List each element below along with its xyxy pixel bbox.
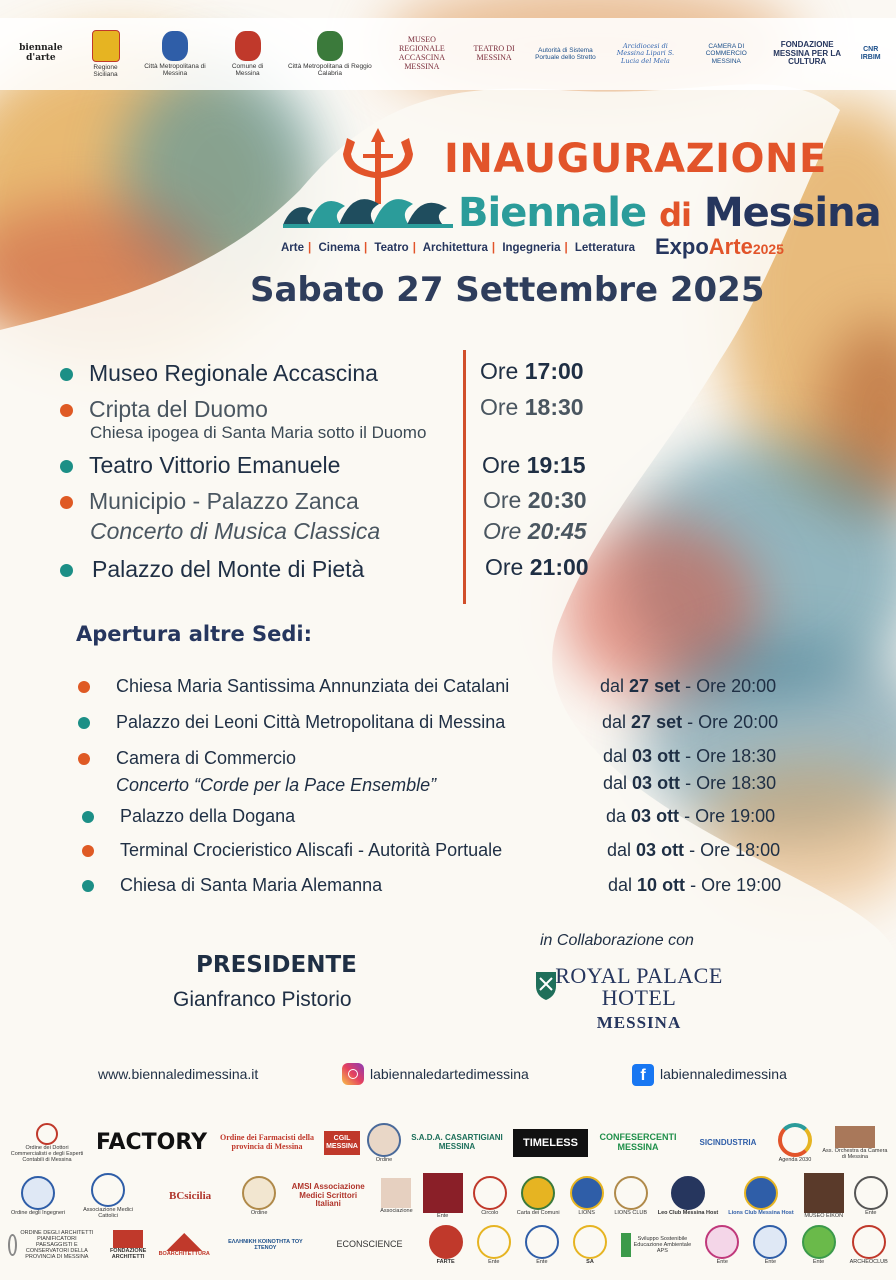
expo-arte-logo: ExpoArte2025 — [655, 234, 784, 259]
sponsor-logo: S.A.D.A. CASARTIGIANI MESSINA — [411, 1133, 503, 1152]
logo-citta-metropolitana: Città Metropolitana di Messina — [137, 31, 213, 77]
president-label: PRESIDENTE — [196, 952, 357, 978]
sponsor-logo: Sviluppo Sostenibile Educazione Ambientale APS — [621, 1233, 691, 1257]
president-name: Gianfranco Pistorio — [173, 988, 352, 1011]
sponsors-row-2 — [8, 1173, 888, 1219]
sede-item: Chiesa Maria Santissima Annunziata dei Catalani — [78, 676, 509, 697]
sede-item: Chiesa di Santa Maria Alemanna — [82, 875, 382, 896]
teal-dot-icon — [60, 460, 73, 473]
logo-camera-commercio: CAMERA DI COMMERCIO MESSINA — [705, 43, 747, 65]
sponsor-logo: Ente — [423, 1173, 463, 1219]
sede-item: Concerto “Corde per la Pace Ensemble” — [116, 775, 437, 795]
sponsor-logo: Ente — [753, 1225, 787, 1265]
sponsor-logo: SA — [573, 1225, 607, 1265]
sponsor-logo: ECONSCIENCE — [336, 1239, 403, 1250]
schedule-item: Concerto di Musica Classica — [90, 518, 381, 544]
sede-date: dal 03 ott - Ore 18:30 — [603, 773, 777, 793]
sponsors-row-1 — [8, 1123, 888, 1163]
sede-date: dal 27 set - Ore 20:00 — [600, 676, 777, 696]
sponsor-logo: Ordine dei Farmacisti della provincia di Messina — [220, 1133, 315, 1152]
title-biennale: Biennale — [458, 190, 647, 236]
sede-item: Palazzo della Dogana — [82, 806, 295, 827]
partner-logo-bar — [0, 18, 896, 90]
sponsor-logo: Ente — [854, 1176, 888, 1216]
schedule-item: Municipio - Palazzo Zanca — [60, 488, 359, 515]
sede-item: Palazzo dei Leoni Città Metropolitana di Messina — [78, 712, 505, 733]
schedule-item: Teatro Vittorio Emanuele — [60, 452, 340, 479]
orange-dot-icon — [60, 496, 73, 509]
sponsor-logo: TIMELESS — [513, 1129, 588, 1157]
logo-text: biennale d'arte — [19, 43, 63, 63]
collaboration-label: in Collaborazione con — [540, 932, 694, 949]
teal-dot-icon — [60, 368, 73, 381]
arts-list: Arte | Cinema | Teatro | Architettura | Ingegneria | Letteratura — [281, 242, 635, 254]
logo-regione-siciliana: Regione Siciliana — [84, 30, 127, 78]
sponsor-logo: BCsicilia — [169, 1190, 212, 1202]
schedule-time: Ore 18:30 — [480, 394, 584, 420]
sponsor-logo: Associazione — [380, 1178, 412, 1214]
sponsor-logo: BOARCHITETTURA — [162, 1233, 206, 1257]
sponsor-logo: ARCHEOCLUB — [850, 1225, 888, 1265]
teal-dot-icon — [82, 880, 94, 892]
sponsor-logo: Ente — [477, 1225, 511, 1265]
title-inaugurazione: INAUGURAZIONE — [444, 136, 827, 182]
sede-date: dal 10 ott - Ore 19:00 — [608, 875, 782, 895]
sponsor-logo: MUSEO EIKON — [804, 1173, 844, 1219]
instagram-icon — [342, 1063, 364, 1085]
sponsors-row-3 — [8, 1225, 888, 1265]
sponsor-logo: Ordine — [367, 1123, 401, 1163]
logo-arcidiocesi: Arcidiocesi di Messina Lipari S. Lucia del Mela — [616, 42, 675, 65]
schedule-time: Ore 17:00 — [480, 358, 584, 384]
title-messina: Messina — [703, 190, 881, 236]
schedule-item: Cripta del Duomo Chiesa ipogea di Santa Maria sotto il Duomo — [60, 396, 426, 443]
facebook-link[interactable]: labiennaledimessina — [660, 1066, 787, 1082]
sponsor-logo: Ordine degli Ingegneri — [8, 1176, 68, 1216]
sponsor-logo: Agenda 2030 — [778, 1123, 812, 1163]
sponsor-logo: FACTORY — [95, 1129, 208, 1155]
schedule-time: Ore 20:30 — [483, 487, 587, 513]
sede-item: Terminal Crocieristico Aliscafi - Autorità Portuale — [82, 840, 502, 861]
sponsor-logo: Circolo — [473, 1176, 507, 1216]
sponsor-logo: ΕΛΛΗΝΙΚΗ ΚΟΙΝΟΤΗΤΑ ΤΟΥ ΣΤΕΝΟΥ — [228, 1238, 303, 1252]
orange-dot-icon — [60, 404, 73, 417]
sponsor-logo: Ente — [705, 1225, 739, 1265]
sponsor-logo: CGIL MESSINA — [327, 1131, 357, 1154]
teal-dot-icon — [78, 717, 90, 729]
title-biennale-di-messina — [458, 190, 881, 236]
sponsor-logo: FARTE — [429, 1225, 463, 1265]
schedule-item: Museo Regionale Accascina — [60, 360, 378, 387]
sponsor-logo: FONDAZIONE ARCHITETTI — [108, 1230, 148, 1260]
sponsor-logo: Associazione Medici Cattolici — [78, 1173, 138, 1219]
logo-biennale-darte — [8, 44, 74, 64]
teal-dot-icon — [60, 564, 73, 577]
royal-palace-hotel-logo: ROYAL PALACE HOTEL MESSINA — [555, 963, 723, 1032]
sponsor-logo: ORDINE DEGLI ARCHITETTI PIANIFICATORI PAESAGGISTI E CONSERVATORI DELLA PROVINCIA DI MESSINA — [8, 1230, 94, 1260]
schedule-time: Ore 19:15 — [482, 452, 586, 478]
sponsor-logo: Carta dei Comuni — [517, 1176, 560, 1216]
orange-dot-icon — [78, 681, 90, 693]
sede-date: dal 03 ott - Ore 18:00 — [607, 840, 781, 860]
logo-teatro-messina: TEATRO DI MESSINA — [473, 44, 515, 62]
sponsor-logo: Ordine dei Dottori Commercialisti e degli Esperti Contabili di Messina — [8, 1123, 86, 1163]
logo-reggio-calabria: Città Metropolitana di Reggio Calabria — [282, 31, 377, 77]
instagram-link[interactable]: labiennaledartedimessina — [370, 1066, 529, 1082]
sponsor-logo: LIONS — [570, 1176, 604, 1216]
sponsor-logo: Leo Club Messina Host — [658, 1176, 719, 1216]
sponsor-logo: Ass. Orchestra da Camera di Messina — [822, 1126, 888, 1160]
teal-dot-icon — [82, 811, 94, 823]
sponsor-logo: Ente — [525, 1225, 559, 1265]
sponsor-logo: Lions Club Messina Host — [728, 1176, 793, 1216]
sponsor-logo: LIONS CLUB — [614, 1176, 648, 1216]
event-date: Sabato 27 Settembre 2025 — [250, 270, 765, 310]
sponsor-logo: Ordine — [242, 1176, 276, 1216]
sponsor-logo: CONFESERCENTI MESSINA — [599, 1132, 677, 1153]
sponsor-logo: SICINDUSTRIA — [699, 1137, 757, 1147]
logo-fondazione-cultura: FONDAZIONE MESSINA PER LA CULTURA — [773, 39, 841, 67]
website-link[interactable]: www.biennaledimessina.it — [98, 1066, 259, 1082]
apertura-heading: Apertura altre Sedi: — [76, 622, 313, 646]
sede-date: dal 03 ott - Ore 18:30 — [603, 746, 777, 766]
waves-icon — [283, 180, 463, 230]
orange-dot-icon — [82, 845, 94, 857]
sede-item: Camera di Commercio — [78, 748, 296, 769]
schedule-time: Ore 20:45 — [483, 518, 587, 544]
sede-date: da 03 ott - Ore 19:00 — [606, 806, 776, 826]
sponsor-logo: Ente — [802, 1225, 836, 1265]
logo-comune-messina: Comune di Messina — [223, 31, 273, 77]
logo-autorita-portuale: Autorità di Sistema Portuale dello Stretto — [535, 46, 596, 61]
divider-line — [463, 350, 466, 604]
schedule-item: Palazzo del Monte di Pietà — [60, 556, 364, 583]
orange-dot-icon — [78, 753, 90, 765]
sponsor-logo: AMSI Associazione Medici Scrittori Italiani — [291, 1181, 365, 1209]
logo-museo-accascina: MUSEO REGIONALE ACCASCINA MESSINA — [398, 35, 445, 71]
title-di: di — [659, 196, 691, 234]
sede-date: dal 27 set - Ore 20:00 — [602, 712, 779, 732]
facebook-icon: f — [632, 1064, 654, 1086]
schedule-time: Ore 21:00 — [485, 554, 589, 580]
logo-cnr: CNR IRBIM — [860, 46, 881, 61]
